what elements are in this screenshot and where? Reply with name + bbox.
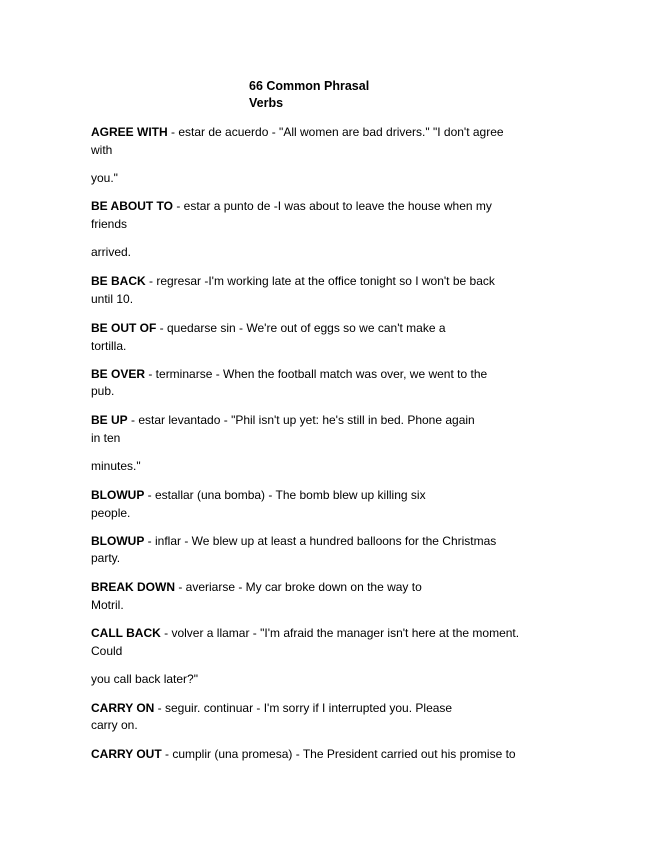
entry-continuation: people. [91, 506, 131, 520]
page-title-line-1: 66 Common Phrasal [249, 79, 370, 93]
entry-continuation: Motril. [91, 598, 124, 612]
entry-term: BLOWUP [91, 534, 145, 548]
entry-continuation: tortilla. [91, 339, 127, 353]
entry-continuation: with [91, 143, 113, 157]
entry-term: BREAK DOWN [91, 580, 175, 594]
entry-definition: - averiarse - My car broke down on the way to [175, 580, 422, 594]
entry-blowup-inflar [91, 533, 496, 549]
entry-be-back [91, 273, 495, 289]
entry-continuation: you." [91, 171, 118, 185]
entry-definition: - volver a llamar - "I'm afraid the manager isn't here at the moment. [160, 626, 520, 640]
entry-definition: - estar levantado - "Phil isn't up yet: he's still in bed. Phone again [127, 413, 475, 427]
entry-term: BE OUT OF [91, 321, 157, 335]
entry-continuation: in ten [91, 431, 121, 445]
entry-term: BE ABOUT TO [91, 199, 174, 213]
page-title-line-2: Verbs [249, 96, 284, 110]
entry-continuation: Could [91, 644, 123, 658]
entry-continuation: carry on. [91, 718, 138, 732]
entry-agree-with [91, 124, 504, 140]
entry-continuation: you call back later?" [91, 672, 198, 686]
entry-carry-out [91, 746, 516, 762]
entry-carry-on [91, 700, 452, 716]
entry-definition: - inflar - We blew up at least a hundred balloons for the Christmas [144, 534, 497, 548]
entry-continuation: until 10. [91, 292, 134, 306]
entry-be-about-to [91, 198, 492, 214]
entry-definition: - estar a punto de -I was about to leave the house when my [173, 199, 492, 213]
entry-definition: - regresar -I'm working late at the office tonight so I won't be back [145, 274, 495, 288]
entry-blowup-estallar [91, 487, 426, 503]
entry-call-back [91, 625, 519, 641]
entry-term: BE BACK [91, 274, 146, 288]
entry-break-down [91, 579, 422, 595]
page-title [249, 78, 369, 112]
entry-term: CALL BACK [91, 626, 161, 640]
entry-be-over [91, 366, 487, 382]
entry-definition: - terminarse - When the football match was over, we went to the [145, 367, 488, 381]
entry-term: CARRY OUT [91, 747, 162, 761]
entry-definition: - cumplir (una promesa) - The President carried out his promise to [161, 747, 516, 761]
entry-be-out-of [91, 320, 446, 336]
entry-continuation: arrived. [91, 245, 132, 259]
entry-term: CARRY ON [91, 701, 155, 715]
entry-continuation: friends [91, 217, 128, 231]
entry-definition: - seguir. continuar - I'm sorry if I interrupted you. Please [154, 701, 453, 715]
entry-term: BE OVER [91, 367, 146, 381]
entry-term: BLOWUP [91, 488, 145, 502]
entry-term: AGREE WITH [91, 125, 168, 139]
entry-definition: - estar de acuerdo - "All women are bad drivers." "I don't agree [167, 125, 504, 139]
entry-continuation: party. [91, 551, 121, 565]
entry-definition: - estallar (una bomba) - The bomb blew up killing six [144, 488, 426, 502]
entry-term: BE UP [91, 413, 128, 427]
entry-continuation: pub. [91, 384, 115, 398]
entry-continuation: minutes." [91, 459, 141, 473]
entry-definition: - quedarse sin - We're out of eggs so we can't make a [156, 321, 446, 335]
entry-be-up [91, 412, 475, 428]
